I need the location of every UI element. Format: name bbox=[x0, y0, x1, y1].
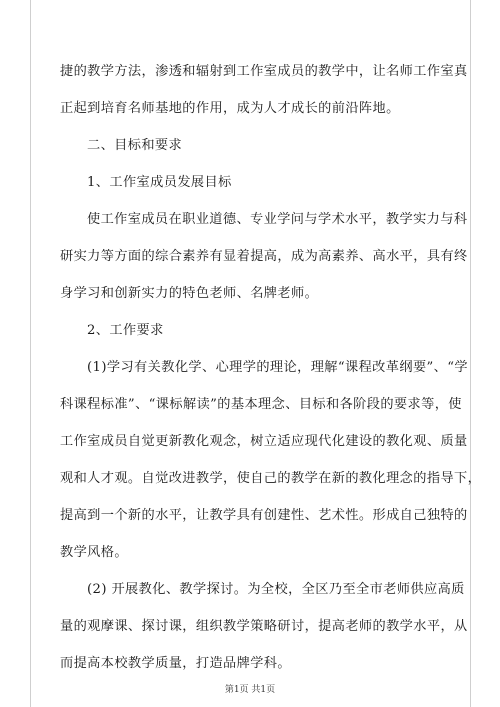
text-line: 量的观摩课、探讨课，组织教学策略研讨，提高老师的教学水平，从 bbox=[60, 619, 468, 634]
subsection-heading: 2、工作要求 bbox=[87, 323, 164, 338]
text-line: 教学风格。 bbox=[60, 545, 128, 560]
page-right-border bbox=[470, 0, 471, 707]
page-left-border bbox=[30, 0, 31, 707]
text-line: 科课程标准”、“课标解读”的基本理念、目标和各阶段的要求等，使 bbox=[60, 397, 462, 412]
text-line: 提高到一个新的水平，让教学具有创建性、艺术性。形成自己独特的 bbox=[60, 508, 468, 523]
text-line: 使工作室成员在职业道德、专业学问与学术水平，教学实力与科 bbox=[87, 212, 468, 227]
text-line: 身学习和创新实力的特色老师、名牌老师。 bbox=[60, 286, 319, 301]
text-line: 捷的教学方法，渗透和辐射到工作室成员的教学中，让名师工作室真 bbox=[60, 64, 468, 79]
text-line: 观和人才观。自觉改进教学，使自己的教学在新的教化理念的指导下， bbox=[60, 471, 482, 486]
text-line: 研实力等方面的综合素养有显着提高，成为高素养、高水平，具有终 bbox=[60, 249, 468, 264]
page-number-footer: 第1页 共1页 bbox=[224, 685, 276, 695]
text-line: 而提高本校教学质量，打造品牌学科。 bbox=[60, 656, 291, 671]
text-line: 工作室成员自觉更新教化观念，树立适应现代化建设的教化观、质量 bbox=[60, 434, 468, 449]
section-heading: 二、目标和要求 bbox=[87, 138, 183, 153]
text-line: (2) 开展教化、教学探讨。为全校，全区乃至全市老师供应高质 bbox=[87, 582, 465, 597]
text-line: (1)学习有关教化学、心理学的理论，理解“课程改革纲要”、“学 bbox=[87, 360, 468, 375]
text-line: 正起到培育名师基地的作用，成为人才成长的前沿阵地。 bbox=[60, 101, 400, 116]
subsection-heading: 1、工作室成员发展目标 bbox=[87, 175, 232, 190]
